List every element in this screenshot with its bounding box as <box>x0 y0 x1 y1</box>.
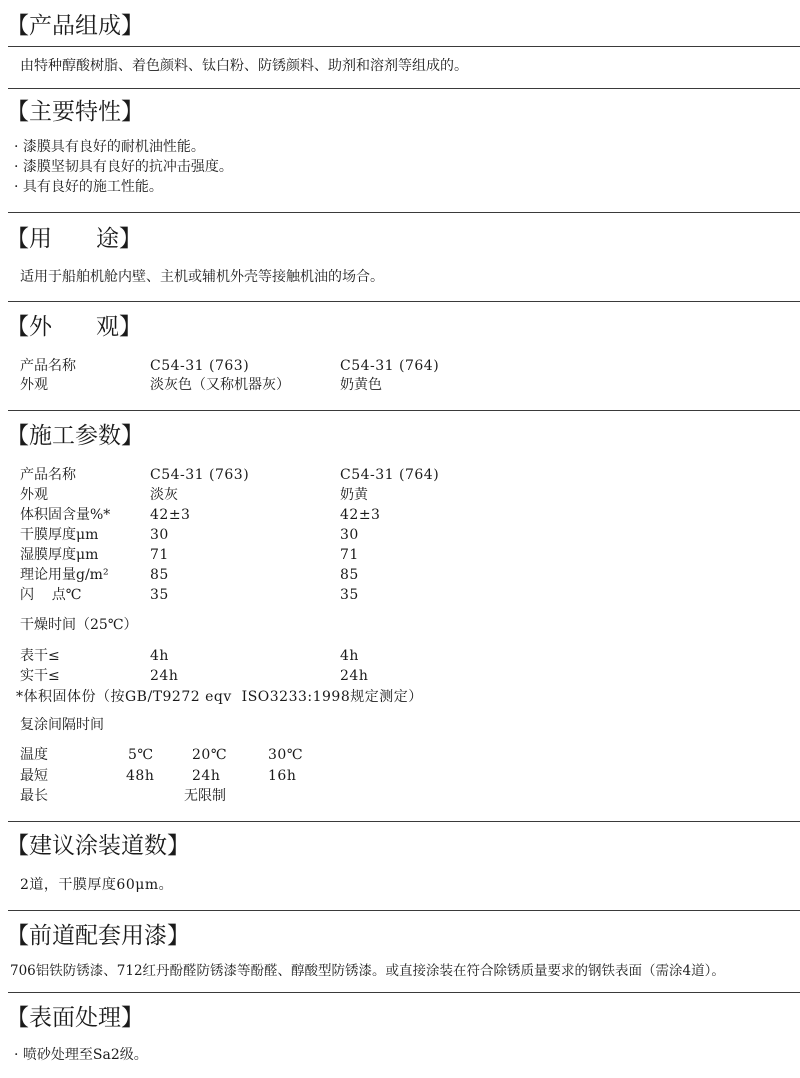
recoat-label: 温度 <box>20 747 48 763</box>
usage-text: 适用于船舶机舱内壁、主机或辅机外壳等接触机油的场合。 <box>20 269 384 285</box>
feature-item: · 漆膜具有良好的耐机油性能。 <box>14 139 205 155</box>
recoat-value: 48h <box>126 768 155 784</box>
recoat-value: 无限制 <box>184 788 226 804</box>
recoat-value: 16h <box>268 768 297 784</box>
dry-value-764: 4h <box>340 648 359 664</box>
section-divider <box>8 301 800 302</box>
params-footnote: *体积固体份（按GB/T9272 eqv ISO3233:1998规定测定） <box>16 689 423 705</box>
appearance-value-763: C54-31 (763) <box>150 358 250 374</box>
usage-heading <box>6 225 142 253</box>
composition-text: 由特种醇酸树脂、着色颜料、钛白粉、防锈颜料、助剂和溶剂等组成的。 <box>20 58 468 74</box>
feature-item: · 具有良好的施工性能。 <box>14 179 163 195</box>
recoat-value: 30℃ <box>268 747 303 763</box>
params-value-764: 30 <box>340 527 359 543</box>
params-value-764: C54-31 (764) <box>340 467 440 483</box>
params-value-763: 淡灰 <box>150 487 178 503</box>
composition-heading: 【产品组成】 <box>6 13 144 39</box>
coats-heading: 【建议涂装道数】 <box>6 833 190 859</box>
recoat-title: 复涂间隔时间 <box>20 717 104 733</box>
appearance-value-764: C54-31 (764) <box>340 358 440 374</box>
appearance-heading <box>6 313 142 341</box>
recoat-value: 5℃ <box>128 747 154 763</box>
features-heading: 【主要特性】 <box>6 99 144 125</box>
section-divider <box>8 88 800 89</box>
params-label: 外观 <box>20 487 48 503</box>
recoat-label: 最短 <box>20 768 48 784</box>
params-value-763: 71 <box>150 547 169 563</box>
appearance-label: 外观 <box>20 377 48 393</box>
params-value-763: C54-31 (763) <box>150 467 250 483</box>
appearance-label: 产品名称 <box>20 358 76 374</box>
params-value-763: 30 <box>150 527 169 543</box>
recoat-value: 20℃ <box>192 747 227 763</box>
section-divider <box>8 910 800 911</box>
recoat-value: 24h <box>192 768 221 784</box>
dry-value-764: 24h <box>340 668 369 684</box>
params-value-764: 71 <box>340 547 359 563</box>
section-divider <box>8 212 800 213</box>
params-value-763: 35 <box>150 587 169 603</box>
params-label: 产品名称 <box>20 467 76 483</box>
primer-heading: 【前道配套用漆】 <box>6 923 190 949</box>
dry-label: 表干≤ <box>20 648 60 664</box>
surface-text: · 喷砂处理至Sa2级。 <box>14 1047 148 1063</box>
params-value-764: 42±3 <box>340 507 381 523</box>
params-value-763: 42±3 <box>150 507 191 523</box>
surface-heading: 【表面处理】 <box>6 1005 144 1031</box>
params-value-764: 奶黄 <box>340 487 368 503</box>
params-label: 理论用量g/m² <box>20 567 109 583</box>
appearance-value-763: 淡灰色（又称机器灰） <box>150 377 290 393</box>
params-label: 闪 点℃ <box>20 587 82 603</box>
appearance-value-764: 奶黄色 <box>340 377 382 393</box>
usage-heading-open: 【用 <box>6 226 52 252</box>
appearance-heading-open: 【外 <box>6 314 52 340</box>
feature-item: · 漆膜坚韧具有良好的抗冲击强度。 <box>14 159 233 175</box>
params-label: 干膜厚度μm <box>20 527 99 543</box>
params-value-764: 85 <box>340 567 359 583</box>
appearance-heading-close: 观】 <box>96 314 142 340</box>
section-divider <box>8 821 800 822</box>
usage-heading-close: 途】 <box>96 226 142 252</box>
primer-text: 706铝铁防锈漆、712红丹酚醛防锈漆等酚醛、醇酸型防锈漆。或直接涂装在符合除锈质量要求的钢铁表面（需涂4道）。 <box>10 963 725 979</box>
section-divider <box>8 410 800 411</box>
dry-value-763: 4h <box>150 648 169 664</box>
dry-value-763: 24h <box>150 668 179 684</box>
section-divider <box>8 46 800 47</box>
dry-label: 实干≤ <box>20 668 60 684</box>
section-divider <box>8 992 800 993</box>
params-value-764: 35 <box>340 587 359 603</box>
params-value-763: 85 <box>150 567 169 583</box>
params-label: 体积固含量%* <box>20 507 111 523</box>
recoat-label: 最长 <box>20 788 48 804</box>
params-label: 湿膜厚度μm <box>20 547 99 563</box>
coats-text: 2道，干膜厚度60μm。 <box>20 877 174 893</box>
params-heading: 【施工参数】 <box>6 423 144 449</box>
dry-time-title: 干燥时间（25℃） <box>20 617 138 633</box>
